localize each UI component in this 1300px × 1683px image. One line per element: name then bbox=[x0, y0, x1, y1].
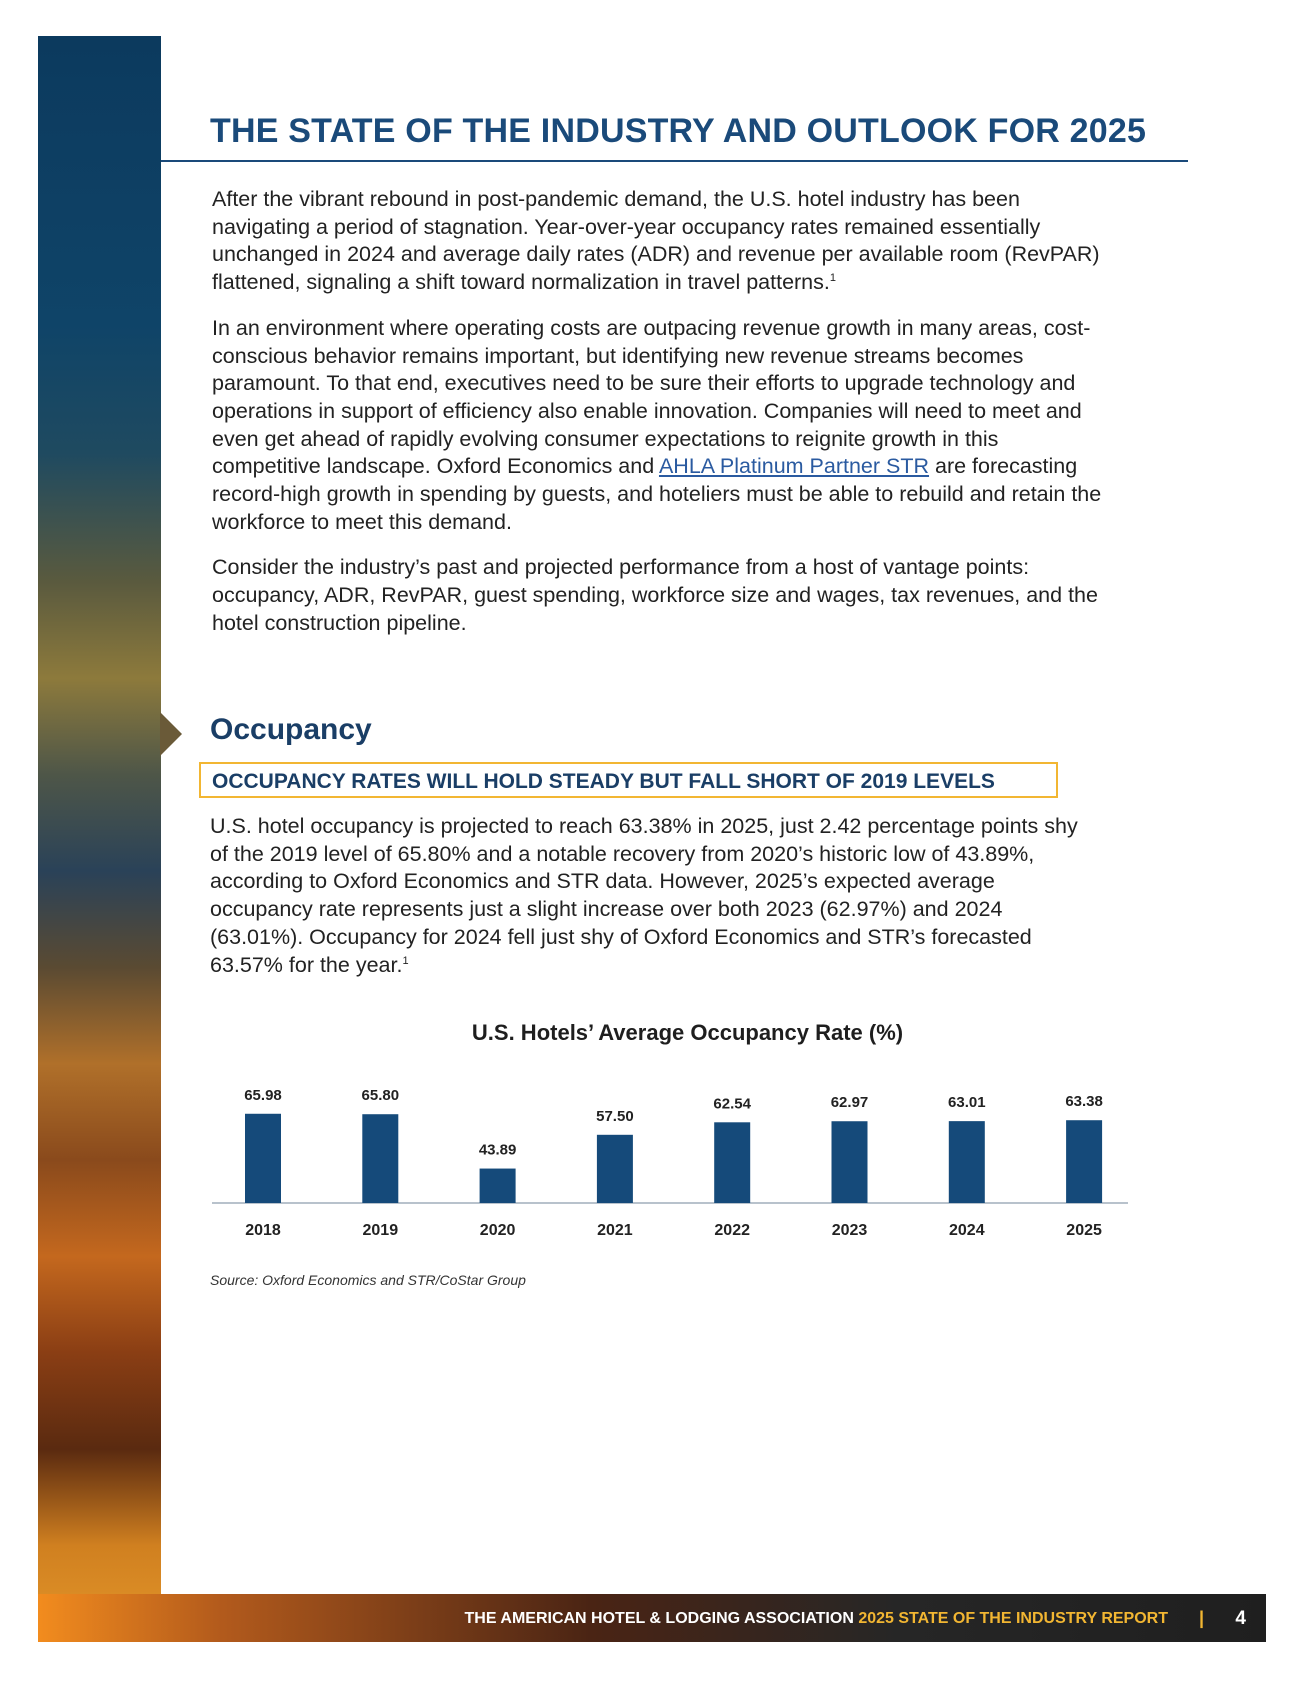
title-divider bbox=[161, 160, 1188, 162]
data-label-2019: 65.80 bbox=[361, 1087, 400, 1105]
footnote-marker: 1 bbox=[829, 271, 836, 284]
tick-label-2024: 2024 bbox=[949, 1222, 985, 1239]
footer-org: THE AMERICAN HOTEL & LODGING ASSOCIATION bbox=[464, 1610, 859, 1627]
data-label-2024: 63.01 bbox=[948, 1094, 986, 1112]
bar-2024 bbox=[949, 1121, 985, 1203]
intro-paragraph-2-text-b: are forecasting record-high growth in spending by guests, and hoteliers must be able to rebuild and retain the workforce to meet this demand. bbox=[212, 454, 1102, 534]
bar-2023 bbox=[832, 1121, 868, 1203]
tick-label-2022: 2022 bbox=[714, 1222, 750, 1239]
intro-paragraph-1 bbox=[212, 186, 1112, 297]
tick-label-2019: 2019 bbox=[362, 1222, 399, 1239]
callout-box: OCCUPANCY RATES WILL HOLD STEADY BUT FALL SHORT OF 2019 LEVELS bbox=[199, 762, 1058, 798]
bar-2021 bbox=[597, 1135, 633, 1203]
intro-paragraph-3: Consider the industry’s past and projected performance from a host of vantage points: occupancy, ADR, RevPAR, guest spending, workforce size and wages, tax revenues, and the hotel construction pipeline. bbox=[212, 555, 1098, 635]
data-label-2018: 65.98 bbox=[244, 1086, 282, 1104]
tick-label-2020: 2020 bbox=[479, 1222, 516, 1239]
intro-text bbox=[212, 186, 1112, 656]
section-heading-occupancy: Occupancy bbox=[210, 713, 372, 746]
tick-label-2018: 2018 bbox=[245, 1222, 281, 1239]
bar-2022 bbox=[714, 1122, 750, 1203]
footer-report: 2025 STATE OF THE INDUSTRY REPORT bbox=[858, 1610, 1168, 1627]
chart-source: Source: Oxford Economics and STR/CoStar Group bbox=[210, 1272, 526, 1288]
bar-2020 bbox=[480, 1169, 516, 1203]
data-label-2020: 43.89 bbox=[478, 1141, 517, 1159]
page-number: 4 bbox=[1235, 1608, 1246, 1629]
tick-label-2021: 2021 bbox=[597, 1222, 633, 1239]
intro-paragraph-2-text-a: In an environment where operating costs are outpacing revenue growth in many areas, cost-conscious behavior remains important, but identifying new revenue streams becomes paramount. To that end, executives need to be sure their efforts to upgrade technology and operations in support of efficiency also enable innovation. Companies will need to meet and even get ahead of rapidly evolving consumer expectations to reignite growth in this competitive landscape. Oxford Economics and bbox=[212, 315, 1091, 479]
footnote-marker: 1 bbox=[402, 954, 409, 967]
bar-2018 bbox=[245, 1114, 281, 1203]
tick-label-2023: 2023 bbox=[831, 1222, 868, 1239]
bar-2025 bbox=[1066, 1120, 1102, 1203]
tick-label-2025: 2025 bbox=[1066, 1222, 1102, 1239]
footer-separator: | bbox=[1198, 1608, 1204, 1628]
page-title: THE STATE OF THE INDUSTRY AND OUTLOOK FOR 2025 bbox=[210, 112, 1147, 150]
data-label-2025: 63.38 bbox=[1065, 1093, 1103, 1111]
bar-2019 bbox=[362, 1114, 398, 1203]
ahla-platinum-partner-str-link[interactable]: AHLA Platinum Partner STR bbox=[658, 454, 930, 479]
chart-title: U.S. Hotels’ Average Occupancy Rate (%) bbox=[471, 1020, 904, 1045]
footer-title bbox=[465, 1610, 1168, 1628]
occupancy-bar-chart bbox=[210, 1075, 1170, 1255]
page-footer bbox=[38, 1594, 1266, 1642]
intro-paragraph-1-text: After the vibrant rebound in post-pandemic demand, the U.S. hotel industry has been navigating a period of stagnation. Year-over-year occupancy rates remained essentially unchanged in 2024 and average daily rates (ADR) and revenue per available room (RevPAR) flattened, signaling a shift toward normalization in travel patterns. bbox=[212, 187, 1100, 295]
occupancy-paragraph-text: U.S. hotel occupancy is projected to reach 63.38% in 2025, just 2.42 percentage points shy of the 2019 level of 65.80% and a notable recovery from 2020’s historic low of 43.89%, according to Oxford Economics and STR data. However, 2025’s expected average occupancy rate represents just a slight increase over both 2023 (62.97%) and 2024 (63.01%). Occupancy for 2024 fell just shy of Oxford Economics and STR’s forecasted 63.57% for the year. bbox=[210, 814, 1078, 977]
data-label-2022: 62.54 bbox=[713, 1095, 751, 1113]
data-label-2023: 62.97 bbox=[830, 1094, 869, 1112]
occupancy-paragraph bbox=[210, 813, 1090, 979]
side-notch-marker bbox=[160, 712, 182, 756]
intro-paragraph-2 bbox=[212, 315, 1112, 537]
decorative-side-strip bbox=[38, 36, 161, 1642]
data-label-2021: 57.50 bbox=[596, 1107, 634, 1125]
